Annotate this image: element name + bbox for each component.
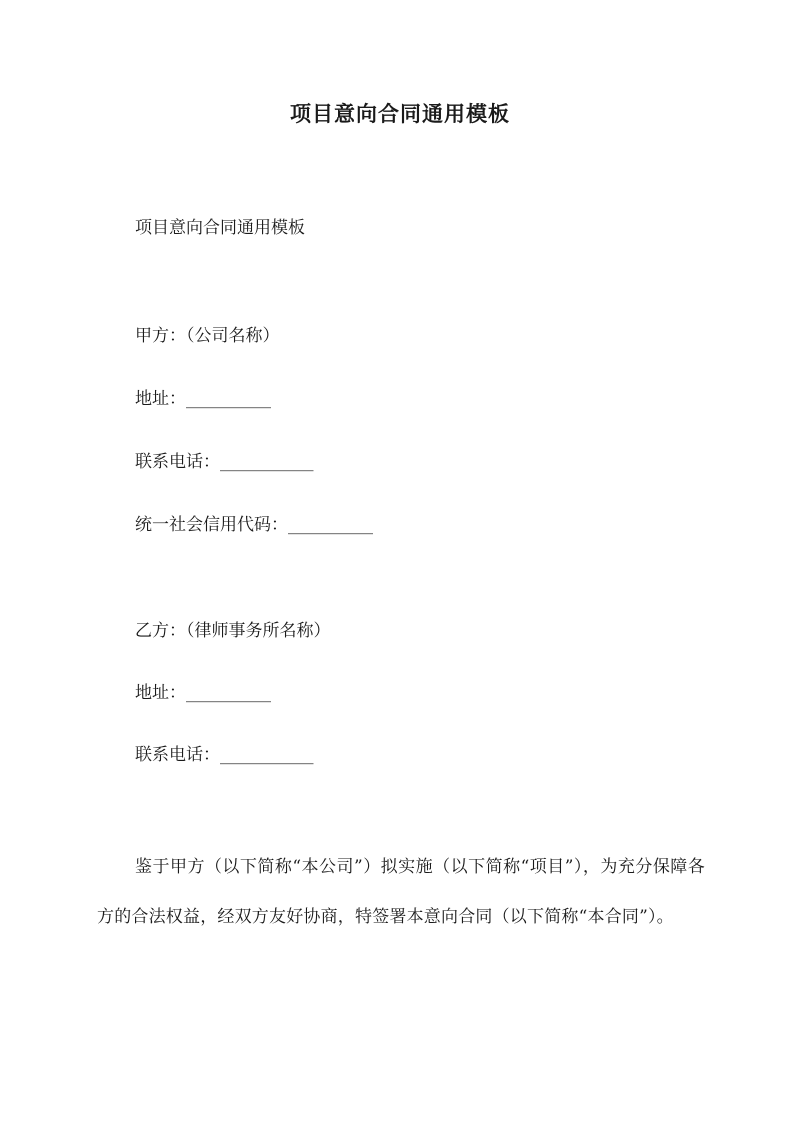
party-b-phone: 联系电话：___________	[135, 745, 314, 765]
party-b-address: 地址：__________	[135, 683, 271, 703]
party-a-phone: 联系电话：___________	[135, 452, 314, 472]
preamble-paragraph: 鉴于甲方（以下简称“本公司”）拟实施（以下简称“项目”），为充分保障各方的合法权益，经双方友好协商，特签署本意向合同（以下简称“本合同”）。	[97, 857, 705, 927]
party-a-heading: 甲方：（公司名称）	[135, 326, 280, 346]
document-title: 项目意向合同通用模板	[290, 101, 510, 126]
document-subtitle: 项目意向合同通用模板	[135, 218, 305, 238]
party-a-address: 地址：__________	[135, 389, 271, 409]
party-a-credit-code: 统一社会信用代码：__________	[135, 515, 373, 535]
party-b-heading: 乙方：（律师事务所名称）	[135, 621, 331, 641]
